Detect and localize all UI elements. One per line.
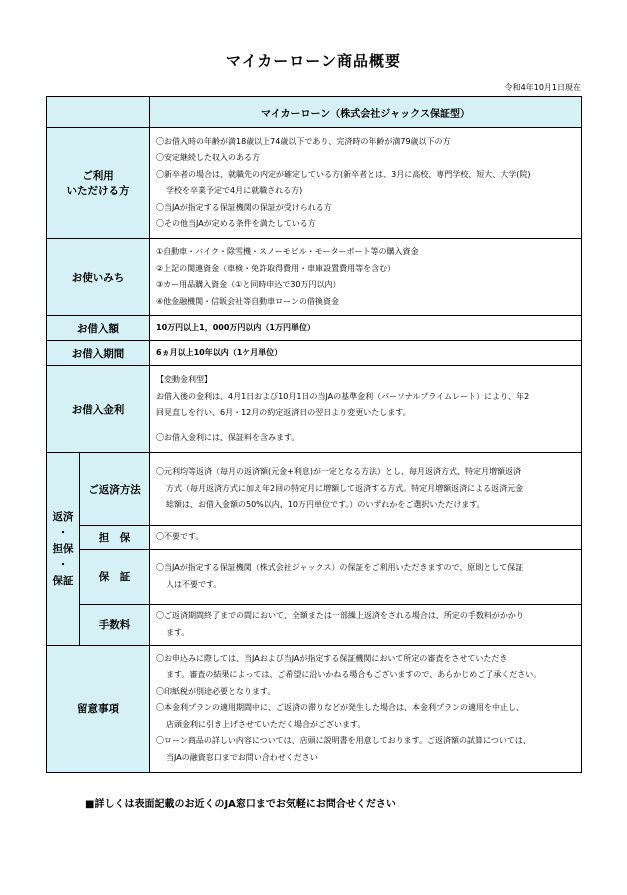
list-item: 〇当JAが指定する保証機関の保証が受けられる方 [156, 202, 332, 212]
usage-label: お使いみち [47, 239, 150, 316]
list-item: 【変動金利型】 [156, 375, 212, 384]
list-item: 〇安定継続した収入のある方 [156, 153, 260, 162]
fee-label: 手数料 [80, 604, 150, 645]
list-item: お借入後の金利は、4月1日および10月1日の当JAの基準金利（パーソナルプライムレート）により、年2 [156, 391, 530, 401]
period-value: 6ヵ月以上10年以内（1ケ月単位） [150, 341, 582, 366]
list-item: 〇お申込みに際しては、当JAおよび当JAが指定する保証機関において所定の審査をさせていただき [156, 653, 508, 663]
repayment-row [47, 453, 582, 526]
list-item: 総額は、お借入金額の50%以内、10万円単位です。）のいずれかをご選択いただけます。 [166, 500, 485, 510]
collateral-row [47, 526, 582, 550]
usage-content [150, 239, 582, 316]
collateral-value: 〇不要です。 [150, 526, 582, 550]
list-item: 〇お借入時の年齢が満18歳以上74歳以下であり、完済時の年齢が満79歳以下の方 [156, 136, 451, 146]
eligibility-content [150, 128, 582, 239]
group-label-part: 担保 [52, 542, 74, 555]
fee-row [47, 604, 582, 645]
usage-row [47, 239, 582, 316]
period-label: お借入期間 [47, 341, 150, 366]
rate-row [47, 366, 582, 453]
eligibility-row [47, 128, 582, 239]
guarantee-row [47, 549, 582, 604]
as-of-date: 令和4年10月1日現在 [504, 83, 581, 92]
list-item: 方式（毎月返済方式に加え年2回の特定月に増額して返済する方式。特定月増額返済による返済元金 [166, 483, 524, 493]
repayment-content [150, 453, 582, 526]
collateral-label: 担 保 [80, 526, 150, 550]
group-label-part: 返済 [52, 510, 74, 523]
list-item: 〇その他当JAが定める条件を満たしている方 [156, 219, 316, 228]
spacer [156, 422, 575, 430]
guarantee-label: 保 証 [80, 549, 150, 604]
notes-label: 留意事項 [47, 645, 150, 772]
guarantee-content [150, 549, 582, 604]
fee-content [150, 604, 582, 645]
list-item: 当JAの融資窓口までお問い合わせください [166, 752, 318, 762]
amount-row [47, 316, 582, 341]
eligibility-label-line: いただける方 [66, 185, 130, 197]
list-item: ④他金融機関・信販会社等自動車ローンの借換資金 [156, 296, 340, 306]
list-item: ②上記の関連資金（車検・免許取得費用・車庫設置費用等を含む） [156, 263, 396, 273]
table-header-row [47, 97, 582, 128]
repayment-label: ご返済方法 [80, 453, 150, 526]
product-summary-table [46, 96, 582, 773]
footer-note: ■詳しくは表面記載のお近くのJA窓口までお気軽にお問合せください [85, 799, 396, 810]
list-item: 〇当JAが指定する保証機関（株式会社ジャックス）の保証をご利用いただきますので、原則として保証 [156, 563, 524, 572]
rate-label: お借入金利 [47, 366, 150, 453]
eligibility-label-line: ご利用 [82, 170, 114, 182]
list-item: 〇元利均等返済（毎月の返済額(元金+利息)が一定となる方法）とし、毎月返済方式、特定月増額返済 [156, 467, 521, 477]
page-title: マイカーローン商品概要 [226, 52, 401, 70]
amount-value: 10万円以上1，000万円以内（1万円単位） [150, 316, 582, 341]
list-item: 人は不要です。 [166, 579, 222, 589]
list-item: 〇印紙税が別途必要となります。 [156, 686, 276, 696]
list-item: 〇本金利プランの適用期間中に、ご返済の滞りなどが発生した場合は、本金利プランの適用を中止し、 [156, 703, 524, 713]
list-item: ます。 [166, 627, 190, 637]
period-row [47, 341, 582, 366]
group-label-part: 保証 [52, 574, 74, 587]
group-label-part: ・ [57, 526, 69, 539]
rate-content [150, 366, 582, 453]
eligibility-label [47, 128, 150, 239]
notes-content [150, 645, 582, 772]
list-item: 店頭金利に引き上げさせていただく場合がございます。 [166, 719, 366, 729]
list-item: 〇ご返済期間終了までの間において、全額または一部繰上返済をされる場合は、所定の手数料がかかり [156, 611, 524, 620]
header-blank-cell [47, 97, 150, 128]
group-label-part: ・ [57, 558, 69, 571]
list-item: 学校を卒業予定で4月に就職される方) [166, 186, 303, 195]
list-item: 〇新卒者の場合は、就職先の内定が確定している方(新卒者とは、3月に高校、専門学校、短大、大学(院) [156, 169, 531, 179]
repayment-group-label [47, 453, 80, 646]
notes-row [47, 645, 582, 772]
list-item: ①自動車・バイク・除雪機・スノーモビル・モーターボート等の購入資金 [156, 247, 419, 256]
product-name-header: マイカーローン（株式会社ジャックス保証型） [150, 97, 582, 128]
list-item: ます。審査の結果によっては、ご希望に沿いかねる場合もございますので、あらかじめご了承ください。 [166, 670, 542, 680]
amount-label: お借入額 [47, 316, 150, 341]
list-item: ③カー用品購入資金（①と同時申込で30万円以内） [156, 280, 341, 289]
list-item: 〇ローン商品の詳しい内容については、店頭に説明書を用意しております。ご返済額の試算については、 [156, 736, 531, 746]
list-item: 〇お借入金利には、保証料を含みます。 [156, 432, 300, 442]
list-item: 回見直しを行い、6月・12月の約定返済日の翌日より変更いたします。 [156, 408, 411, 417]
